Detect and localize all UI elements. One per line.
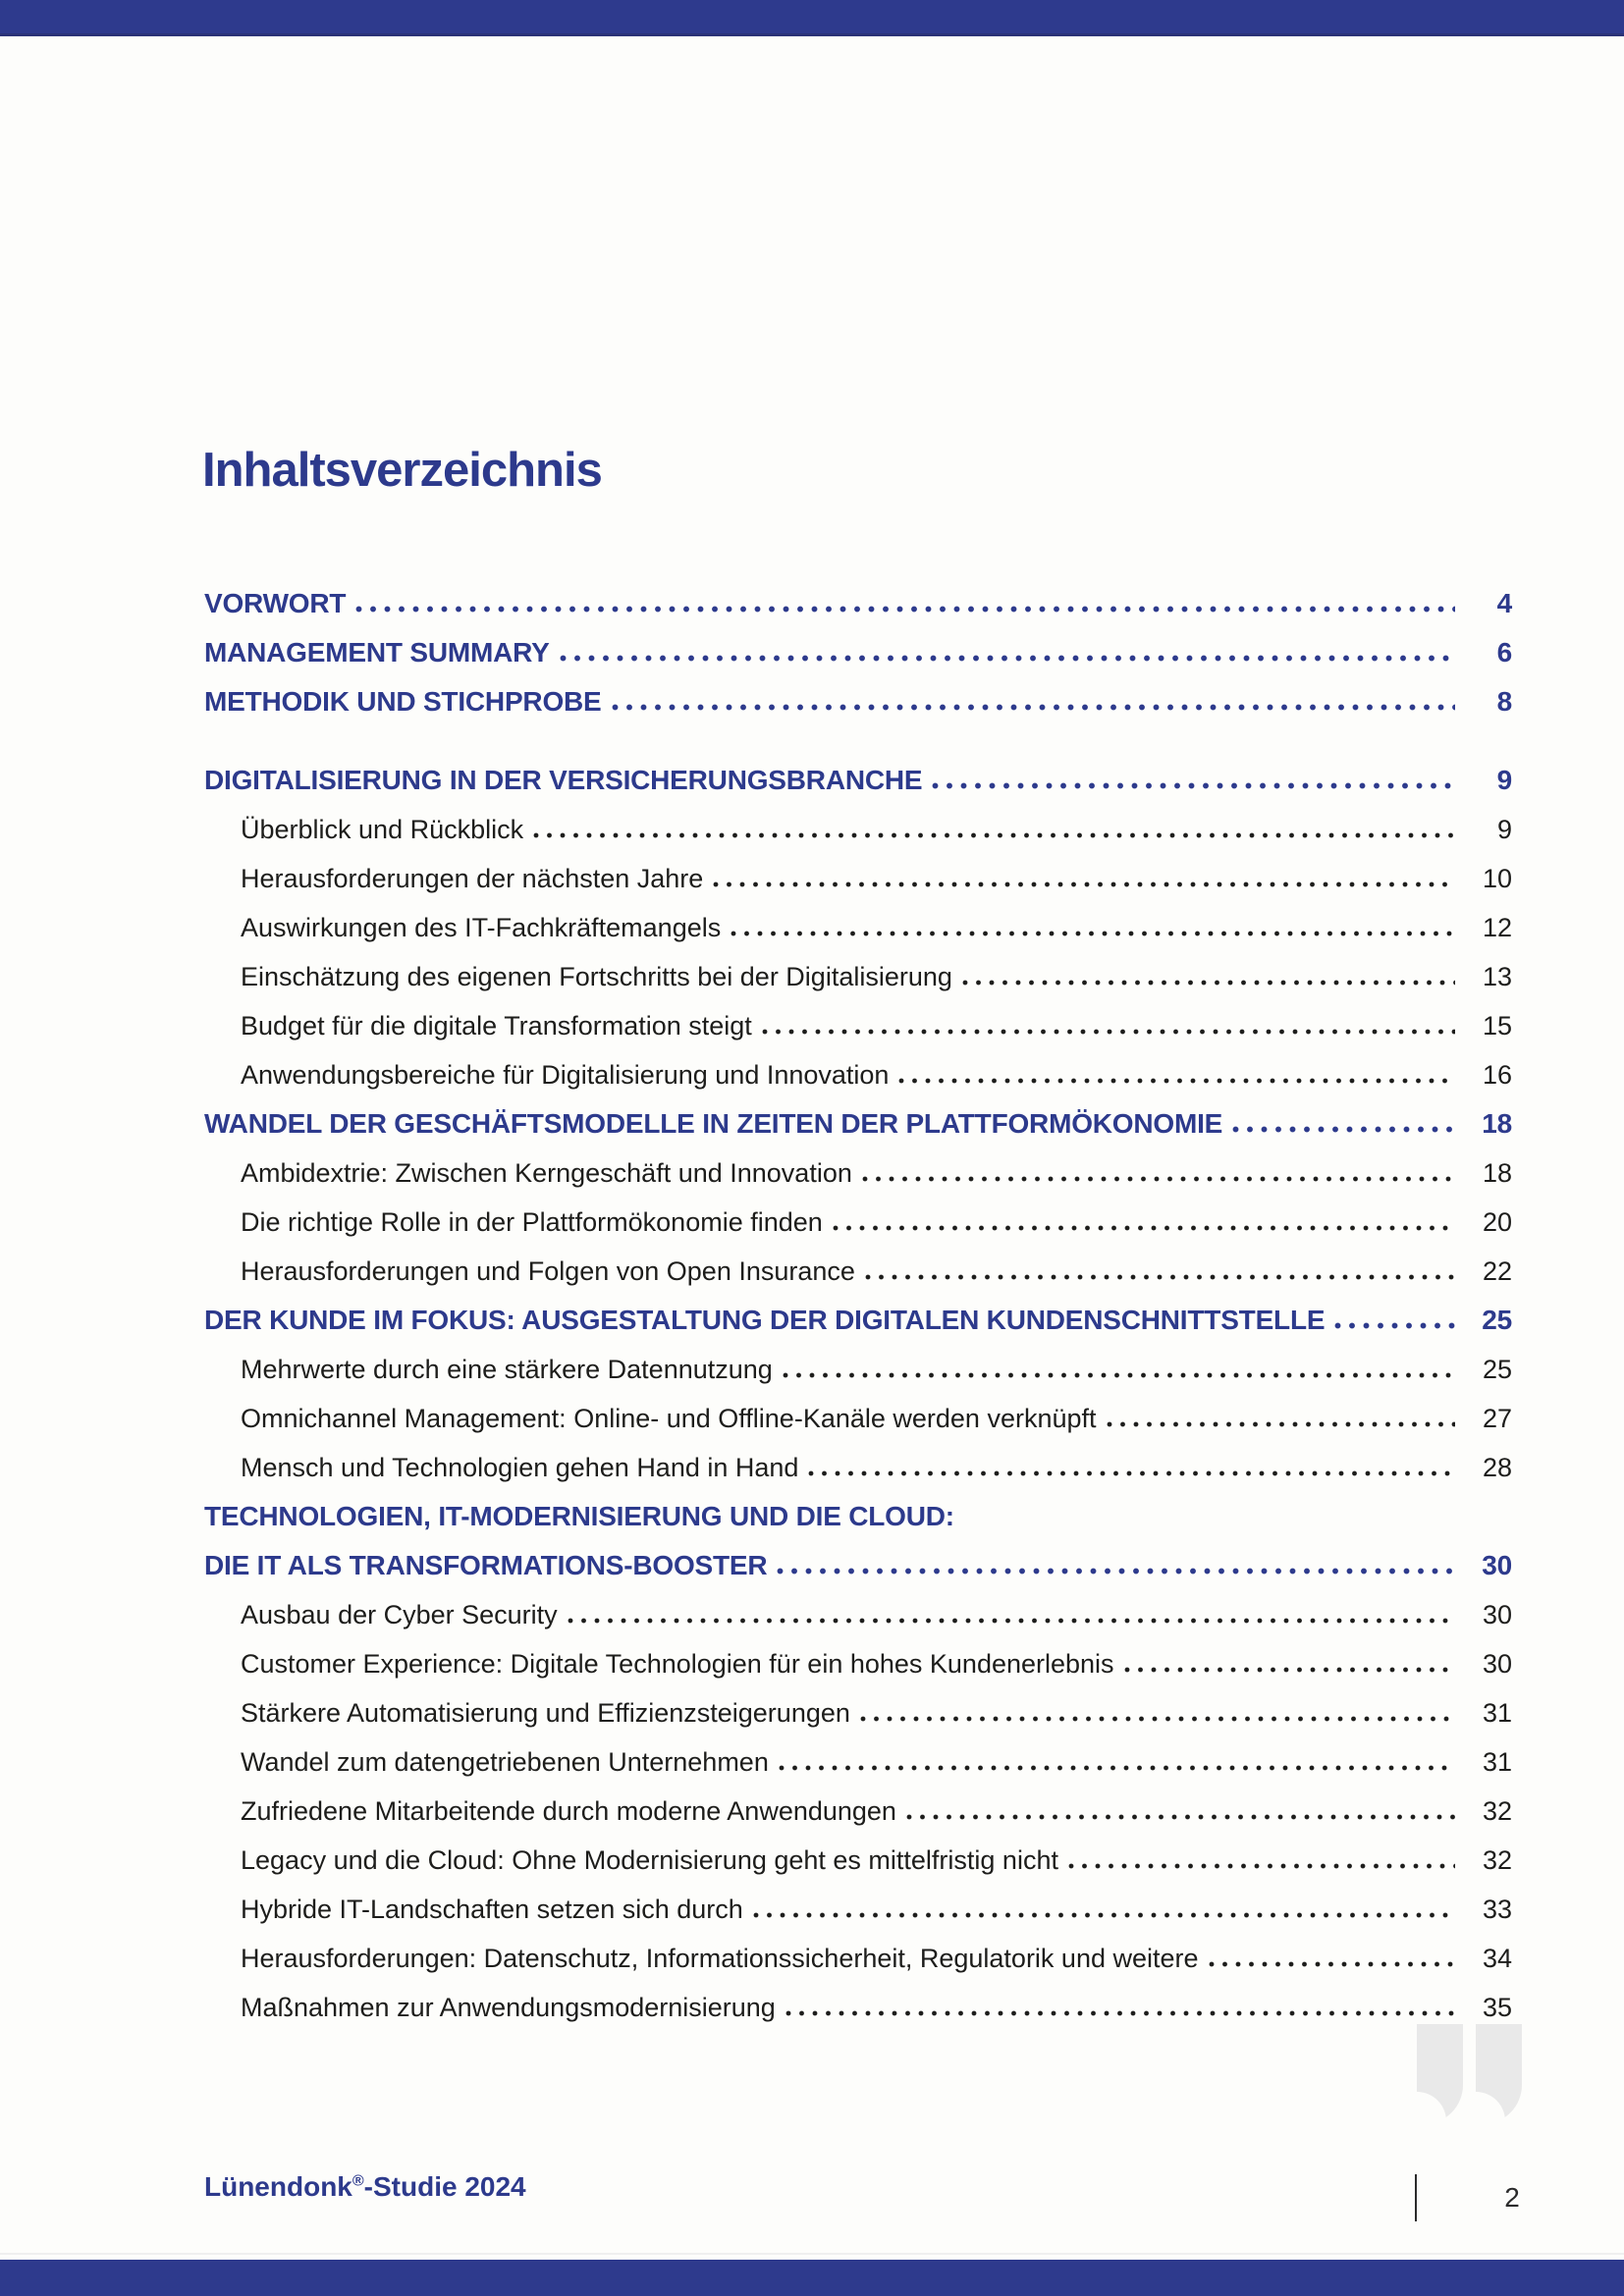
toc-heading-row[interactable]	[204, 1492, 1512, 1541]
toc-entry-label: Stärkere Automatisierung und Effizienzsteigerungen	[241, 1698, 850, 1728]
toc-entry-label: Customer Experience: Digitale Technologien für ein hohes Kundenerlebnis	[241, 1649, 1114, 1679]
toc-page-number: 25	[1482, 1355, 1512, 1384]
toc-entry-label: METHODIK UND STICHPROBE	[204, 686, 602, 717]
toc-dot-leader	[783, 1372, 1455, 1378]
toc-page-number: 6	[1496, 637, 1512, 667]
toc-entry-label: Die richtige Rolle in der Plattformökonomie finden	[241, 1207, 823, 1237]
toc-entry-label: Überblick und Rückblick	[241, 815, 524, 844]
toc-entry-row[interactable]	[204, 1983, 1512, 2032]
toc-dot-leader	[862, 1176, 1455, 1182]
toc-entry-row[interactable]	[204, 1247, 1512, 1296]
quote-mark-right	[1476, 2024, 1522, 2124]
toc-dot-leader	[753, 1912, 1455, 1918]
toc-page-number: 8	[1496, 686, 1512, 717]
toc-page-number: 22	[1482, 1256, 1512, 1286]
toc-entry-label: WANDEL DER GESCHÄFTSMODELLE IN ZEITEN DER PLATTFORMÖKONOMIE	[204, 1108, 1223, 1139]
toc-dot-leader	[612, 704, 1455, 711]
toc-dot-leader	[1124, 1667, 1455, 1673]
toc-page-number: 31	[1482, 1698, 1512, 1728]
toc-dot-leader	[1209, 1961, 1455, 1967]
toc-entry-label: Legacy und die Cloud: Ohne Modernisierung geht es mittelfristig nicht	[241, 1845, 1058, 1875]
toc-page-number: 30	[1482, 1550, 1512, 1580]
toc-page-number: 20	[1482, 1207, 1512, 1237]
toc-page-number: 33	[1482, 1895, 1512, 1924]
toc-dot-leader	[833, 1225, 1455, 1231]
toc-entry-label: Anwendungsbereiche für Digitalisierung und Innovation	[241, 1060, 890, 1090]
toc-dot-leader	[865, 1274, 1455, 1280]
toc-entry-label: Einschätzung des eigenen Fortschritts bei der Digitalisierung	[241, 962, 952, 991]
toc-dot-leader	[779, 1765, 1455, 1771]
registered-trademark-icon: ®	[352, 2172, 364, 2190]
toc-heading-row[interactable]	[204, 677, 1512, 726]
toc-entry-row[interactable]	[204, 1590, 1512, 1639]
toc-page-number: 27	[1482, 1404, 1512, 1433]
toc-dot-leader	[762, 1029, 1455, 1035]
toc-page-number: 32	[1482, 1796, 1512, 1826]
toc-dot-leader	[355, 606, 1455, 613]
toc-dot-leader	[808, 1470, 1455, 1476]
toc-entry-label: MANAGEMENT SUMMARY	[204, 637, 550, 667]
toc-page-number: 15	[1482, 1011, 1512, 1041]
footer-brand-suffix: -Studie 2024	[363, 2171, 526, 2202]
toc-dot-leader	[713, 881, 1455, 887]
toc-entry-label: Hybride IT-Landschaften setzen sich durch	[241, 1895, 743, 1924]
toc-dot-leader	[1068, 1863, 1455, 1869]
toc-entry-row[interactable]	[204, 1836, 1512, 1885]
toc-entry-row[interactable]	[204, 903, 1512, 952]
toc-dot-leader	[1334, 1322, 1455, 1329]
toc-entry-label: Ausbau der Cyber Security	[241, 1600, 558, 1629]
toc-page-number: 10	[1482, 864, 1512, 893]
toc-entry-label: VORWORT	[204, 588, 347, 618]
toc-entry-label: Mehrwerte durch eine stärkere Datennutzung	[241, 1355, 773, 1384]
toc-entry-label: Omnichannel Management: Online- und Offline-Kanäle werden verknüpft	[241, 1404, 1097, 1433]
toc-dot-leader	[777, 1568, 1455, 1575]
toc-entry-label: Auswirkungen des IT-Fachkräftemangels	[241, 913, 722, 942]
toc-entry-row[interactable]	[204, 1639, 1512, 1688]
toc-entry-row[interactable]	[204, 1885, 1512, 1934]
footer-study-label	[204, 2163, 526, 2211]
toc-dot-leader	[1232, 1126, 1455, 1133]
toc-dot-leader	[898, 1078, 1455, 1084]
footer-divider	[1415, 2174, 1417, 2221]
toc-page-number: 31	[1482, 1747, 1512, 1777]
toc-entry-row[interactable]	[204, 1934, 1512, 1983]
toc-entry-label: Wandel zum datengetriebenen Unternehmen	[241, 1747, 769, 1777]
toc-entry-row[interactable]	[204, 1001, 1512, 1050]
toc-entry-label: Herausforderungen und Folgen von Open Insurance	[241, 1256, 855, 1286]
toc-entry-row[interactable]	[204, 1443, 1512, 1492]
toc-page-number: 34	[1482, 1944, 1512, 1973]
toc-entry-row[interactable]	[204, 854, 1512, 903]
toc-entry-label: DER KUNDE IM FOKUS: AUSGESTALTUNG DER DIGITALEN KUNDENSCHNITTSTELLE	[204, 1305, 1326, 1335]
toc-entry-label: DIGITALISIERUNG IN DER VERSICHERUNGSBRANCHE	[204, 765, 923, 795]
toc-entry-label: TECHNOLOGIEN, IT-MODERNISIERUNG UND DIE CLOUD:	[204, 1501, 954, 1531]
toc-entry-row[interactable]	[204, 1345, 1512, 1394]
toc-page-number: 16	[1482, 1060, 1512, 1090]
toc-page-number: 13	[1482, 962, 1512, 991]
toc-page-number: 9	[1496, 765, 1512, 795]
toc-entry-row[interactable]	[204, 1050, 1512, 1099]
toc-heading-row[interactable]	[204, 628, 1512, 677]
bottom-accent-bar	[0, 2260, 1624, 2296]
toc-page-number: 35	[1482, 1993, 1512, 2022]
toc-heading-row[interactable]	[204, 756, 1512, 805]
toc-entry-label: Budget für die digitale Transformation steigt	[241, 1011, 752, 1041]
toc-dot-leader	[906, 1814, 1455, 1820]
toc-entry-row[interactable]	[204, 1198, 1512, 1247]
toc-dot-leader	[568, 1618, 1455, 1624]
toc-entry-label: Maßnahmen zur Anwendungsmodernisierung	[241, 1993, 776, 2022]
toc-dot-leader	[560, 655, 1455, 662]
toc-page-number: 25	[1482, 1305, 1512, 1335]
toc-heading-row[interactable]	[204, 1099, 1512, 1148]
toc-entry-label: Herausforderungen: Datenschutz, Informationssicherheit, Regulatorik und weitere	[241, 1944, 1199, 1973]
toc-dot-leader	[1107, 1421, 1455, 1427]
toc-entry-row[interactable]	[204, 805, 1512, 854]
toc-entry-row[interactable]	[204, 1787, 1512, 1836]
top-accent-bar	[0, 0, 1624, 36]
toc-dot-leader	[962, 980, 1455, 986]
toc-page-number: 30	[1482, 1600, 1512, 1629]
quote-icon	[1417, 2024, 1522, 2124]
toc-heading-row[interactable]	[204, 1296, 1512, 1345]
footer-separator-line	[0, 2253, 1624, 2255]
toc-page-number: 28	[1482, 1453, 1512, 1482]
toc-dot-leader	[785, 2010, 1455, 2016]
toc-entry-row[interactable]	[204, 952, 1512, 1001]
toc-entry-label: Ambidextrie: Zwischen Kerngeschäft und Innovation	[241, 1158, 852, 1188]
toc-dot-leader	[533, 832, 1455, 838]
toc-entry-label: Zufriedene Mitarbeitende durch moderne Anwendungen	[241, 1796, 896, 1826]
toc-entry-label: DIE IT ALS TRANSFORMATIONS-BOOSTER	[204, 1550, 768, 1580]
quote-mark-left	[1417, 2024, 1463, 2124]
toc-page-number: 30	[1482, 1649, 1512, 1679]
toc-heading-row[interactable]	[204, 1541, 1512, 1590]
toc-entry-row[interactable]	[204, 1688, 1512, 1737]
toc-page-number: 9	[1496, 815, 1512, 844]
toc-dot-leader	[731, 931, 1455, 936]
toc-page-number: 32	[1482, 1845, 1512, 1875]
toc-page-number: 12	[1482, 913, 1512, 942]
toc-entry-row[interactable]	[204, 1394, 1512, 1443]
footer-page-number: 2	[1504, 2182, 1520, 2213]
toc-dot-leader	[932, 782, 1455, 789]
toc-page-number: 18	[1482, 1158, 1512, 1188]
toc-entry-label: Herausforderungen der nächsten Jahre	[241, 864, 704, 893]
footer-brand: Lünendonk	[204, 2171, 352, 2202]
toc-page-number: 18	[1482, 1108, 1512, 1139]
toc-entry-row[interactable]	[204, 1148, 1512, 1198]
toc-page-number: 4	[1496, 588, 1512, 618]
toc-heading-row[interactable]	[204, 579, 1512, 628]
toc-dot-leader	[860, 1716, 1455, 1722]
page-title: Inhaltsverzeichnis	[202, 443, 602, 497]
toc-list	[204, 579, 1512, 2032]
toc-entry-label: Mensch und Technologien gehen Hand in Hand	[241, 1453, 799, 1482]
toc-entry-row[interactable]	[204, 1737, 1512, 1787]
